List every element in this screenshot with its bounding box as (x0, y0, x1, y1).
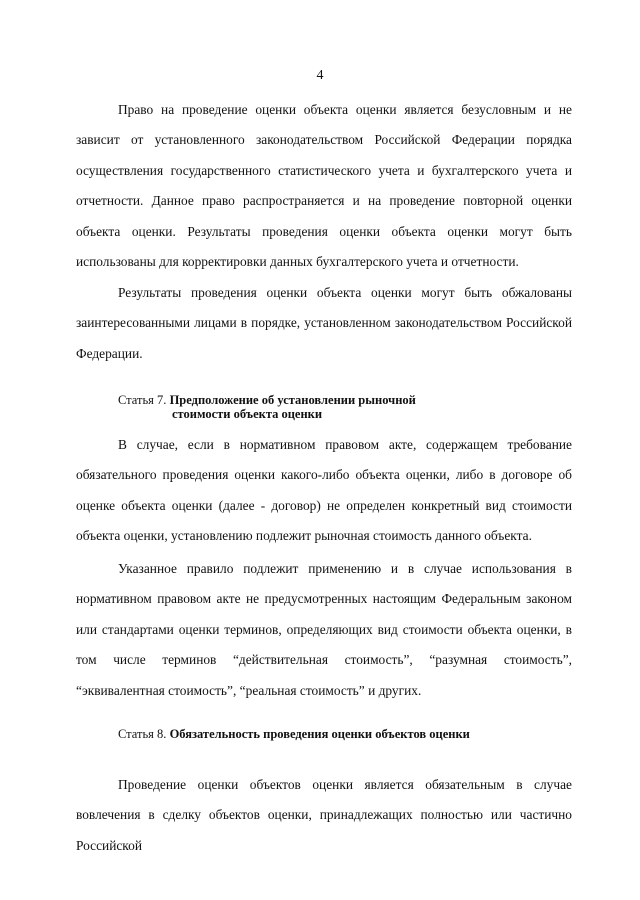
article-8-heading (118, 727, 578, 741)
paragraph-market-value-default: В случае, если в нормативном правовом акте, содержащем требование обязательного проведения оценки какого-либо объекта оценки, либо в договоре об оценке объекта оценки (далее - договор) не определен конкретный вид стоимости объекта оценки, установлению подлежит рыночная стоимость данного объекта. (76, 437, 572, 544)
article-7-number: Статья 7. (118, 393, 167, 407)
article-7-title-line-1: Предположение об установлении рыночной (169, 393, 416, 407)
article-8-number: Статья 8. (118, 727, 167, 741)
paragraph-mandatory-appraisal: Проведение оценки объектов оценки является обязательным в случае вовлечения в сделку объектов оценки, принадлежащих полностью или частично Российской (76, 777, 572, 853)
article-7-heading (118, 393, 578, 421)
article-8-title: Обязательность проведения оценки объектов оценки (169, 727, 470, 741)
page-number: 4 (316, 68, 324, 83)
paragraph-rule-application: Указанное правило подлежит применению и в случае использования в нормативном правовом акте не предусмотренных настоящим Федеральным законом или стандартами оценки терминов, определяющих вид стоимости объекта оценки, в том числе терминов “действительная стоимость”, “разумная стоимость”, “эквивалентная стоимость”, “реальная стоимость” и других. (76, 561, 572, 698)
article-7-title-line-2: стоимости объекта оценки (172, 407, 323, 421)
paragraph-right-to-appraisal: Право на проведение оценки объекта оценки является безусловным и не зависит от установленного законодательством Российской Федерации порядка осуществления государственного статистического учета и бухгалтерского учета и отчетности. Данное право распространяется и на проведение повторной оценки объекта оценки. Результаты проведения оценки объекта оценки могут быть использованы для корректировки данных бухгалтерского учета и отчетности. (76, 102, 572, 270)
paragraph-appeal-results: Результаты проведения оценки объекта оценки могут быть обжалованы заинтересованными лицами в порядке, установленном законодательством Российской Федерации. (76, 285, 572, 361)
